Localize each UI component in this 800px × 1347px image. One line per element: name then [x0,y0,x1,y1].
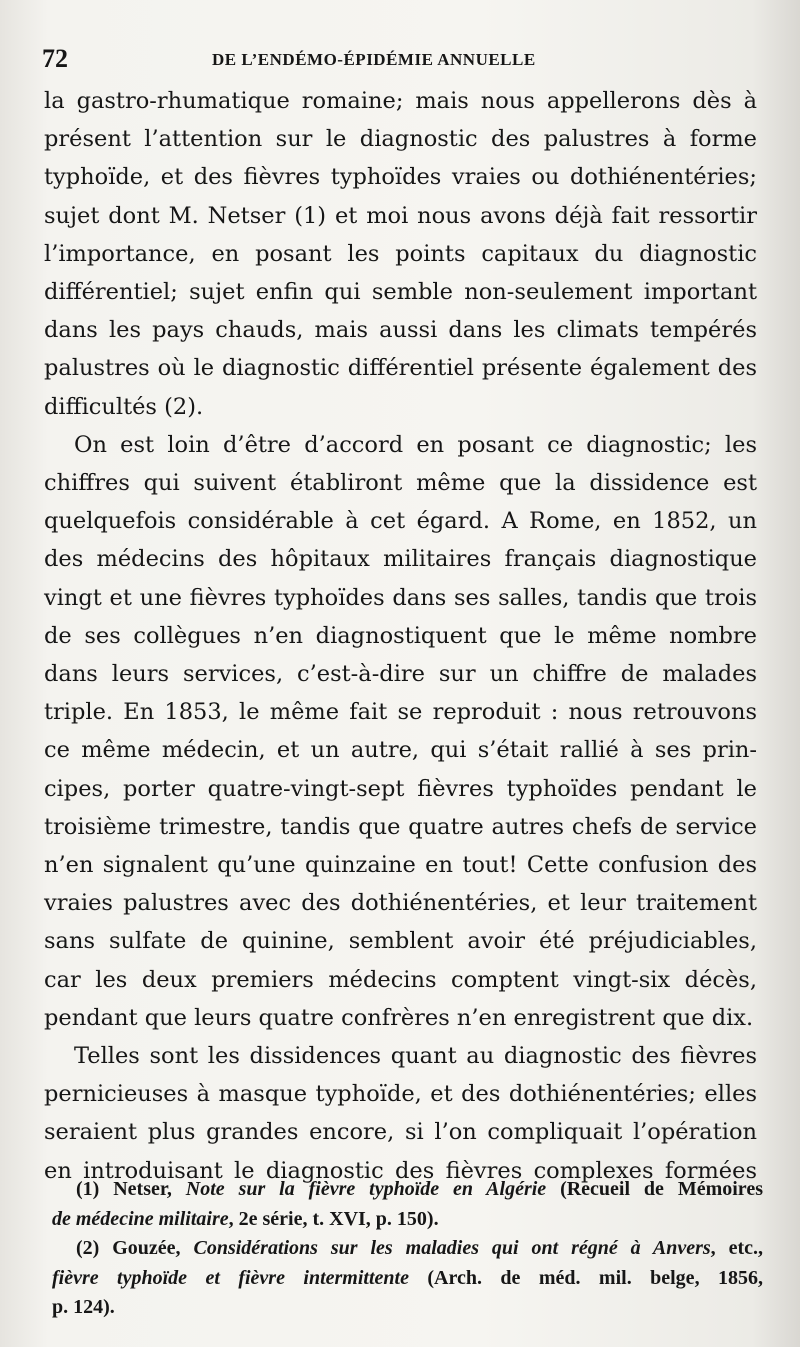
text-line: Telles sont les dissidences quant au diagnostic des fièvres [74,1043,757,1070]
text-line: chiffres qui suivent établiront même que la dissidence est [44,470,757,497]
text-line: en introduisant le diagnostic des fièvres complexes formées [44,1157,757,1184]
footnote-text: , 2e série, t. XVI, p. 150). [228,1207,439,1230]
footnote-text: (Recueil de Mémoires [546,1178,763,1200]
footnote-1-line [52,1175,763,1205]
text-line: sans sulfate de quinine, semblent avoir été préjudiciables, [44,928,757,955]
text-line: des médecins des hôpitaux militaires français diagnostique [44,546,757,573]
footnote-2-line: p. 124). [52,1296,115,1318]
text-line: car les deux premiers médecins comptent vingt-six décès, [44,966,757,993]
text-line: présent l’attention sur le diagnostic des palustres à forme [44,126,757,153]
footnote-text: (2) Gouzée, [76,1237,194,1259]
text-line: pernicieuses à masque typhoïde, et des dothiénentéries; elles [44,1081,757,1108]
footnote-text: (1) Netser, [76,1178,186,1200]
text-line: vingt et une fièvres typhoïdes dans ses salles, tandis que trois [44,584,757,611]
body-text [44,82,757,1190]
text-line: On est loin d’être d’accord en posant ce diagnostic; les [74,431,757,458]
footnote-title: Considérations sur les maladies qui ont régné à Anvers [193,1237,711,1259]
text-line: quelquefois considérable à cet égard. A Rome, en 1852, un [44,508,757,535]
text-line: sujet dont M. Netser (1) et moi nous avons déjà fait ressortir [44,202,757,229]
text-line: seraient plus grandes encore, si l’on compliquait l’opération [44,1119,757,1146]
page-header [42,44,762,76]
text-line: typhoïde, et des fièvres typhoïdes vraies ou dothiénentéries; [44,164,757,191]
footnote-title: fièvre typhoïde et fièvre intermittente [52,1266,409,1289]
footnote-2-line [52,1264,763,1294]
running-head: DE L’ENDÉMO-ÉPIDÉMIE ANNUELLE [212,50,536,69]
footnotes [52,1175,763,1323]
text-line: dans les pays chauds, mais aussi dans les climats tempérés [44,317,757,344]
text-line: la gastro-rhumatique romaine; mais nous appellerons dès à [44,88,757,114]
footnote-1-line [52,1205,763,1235]
footnote-text: , etc., [710,1237,763,1259]
text-line: vraies palustres avec des dothiénentéries, et leur traitement [44,890,757,917]
text-line: troisième trimestre, tandis que quatre autres chefs de service [44,813,757,840]
page-number: 72 [42,44,68,73]
text-line: dans leurs services, c’est-à-dire sur un chiffre de malades [44,661,757,688]
text-line: différentiel; sujet enfin qui semble non-seulement important [44,279,757,306]
text-line: pendant que leurs quatre confrères n’en enregistrent que dix. [44,1004,754,1031]
text-line: palustres où le diagnostic différentiel présente également des [44,355,757,382]
footnote-title: de médecine militaire [52,1207,229,1230]
text-line: cipes, porter quatre-vingt-sept fièvres typhoïdes pendant le [44,775,757,802]
text-line: ce même médecin, et un autre, qui s’était rallié à ses prin- [44,737,757,764]
text-line: l’importance, en posant les points capitaux du diagnostic [44,240,757,267]
footnote-text: (Arch. de méd. mil. belge, 1856, [408,1266,763,1289]
text-line: triple. En 1853, le même fait se reproduit : nous retrouvons [44,699,757,726]
text-line: n’en signalent qu’une quinzaine en tout! Cette confusion des [44,852,757,879]
text-line: de ses collègues n’en diagnostiquent que le même nombre [44,622,757,649]
footnote-2-line [52,1234,763,1264]
text-line: difficultés (2). [44,393,204,420]
footnote-title: Note sur la fièvre typhoïde en Algérie [185,1178,547,1200]
